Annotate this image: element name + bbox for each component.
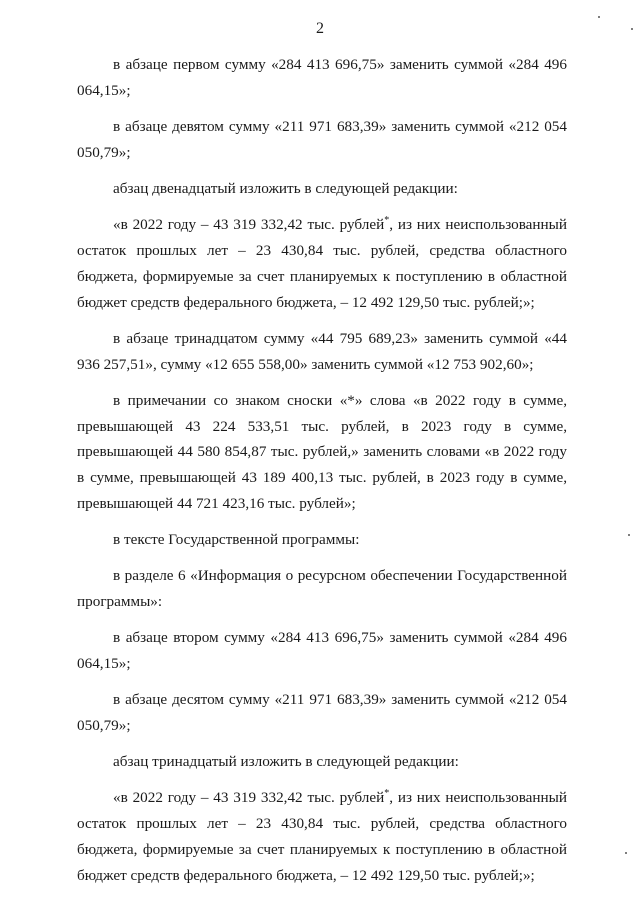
paragraph-8: в разделе 6 «Информация о ресурсном обеспечении Государственной программы»:	[77, 567, 567, 611]
page-number: 2	[316, 20, 324, 37]
paragraph-9: в абзаце втором сумму «284 413 696,75» заменить суммой «284 496 064,15»;	[77, 629, 567, 673]
scan-speck	[598, 16, 600, 18]
scan-speck	[631, 28, 633, 30]
paragraph-10: в абзаце десятом сумму «211 971 683,39» заменить суммой «212 054 050,79»;	[77, 691, 567, 735]
footnote-mark: *	[384, 788, 390, 800]
scan-speck	[628, 534, 630, 536]
paragraph-1: в абзаце первом сумму «284 413 696,75» заменить суммой «284 496 064,15»;	[77, 56, 567, 99]
footnote-mark: *	[384, 215, 390, 227]
paragraph-7: в тексте Государственной программы:	[113, 531, 360, 549]
paragraph-12: «в 2022 году – 43 319 332,42 тыс. рублей*, из них неиспользованный остаток прошлых лет – 23 430,84 тыс. рублей, средства областного бюджета, формируемые за счет планируемых к поступлению в областной бюджет средств федерального бюджета, – 12 492 129,50 тыс. рублей;»;	[77, 788, 567, 884]
paragraph-4: «в 2022 году – 43 319 332,42 тыс. рублей*, из них неиспользованный остаток прошлых лет – 23 430,84 тыс. рублей, средства областного бюджета, формируемые за счет планируемых к поступлению в областной бюджет средств федерального бюджета, – 12 492 129,50 тыс. рублей;»;	[77, 215, 567, 311]
paragraph-6: в примечании со знаком сноски «*» слова «в 2022 году в сумме, превышающей 43 224 533,51 тыс. рублей, в 2023 году в сумме, превышающей 44 580 854,87 тыс. рублей,» заменить словами «в 2022 году в сумме, превышающей 43 189 400,13 тыс. рублей, в 2023 году в сумме, превышающей 44 721 423,16 тыс. рублей»;	[77, 391, 567, 512]
paragraph-5: в абзаце тринадцатом сумму «44 795 689,23» заменить суммой «44 936 257,51», сумму «12 655 558,00» заменить суммой «12 753 902,60»;	[77, 329, 567, 373]
paragraph-11: абзац тринадцатый изложить в следующей редакции:	[113, 753, 459, 771]
document-body	[77, 52, 567, 899]
scan-speck	[625, 852, 627, 854]
paragraph-3: абзац двенадцатый изложить в следующей редакции:	[113, 179, 458, 197]
paragraph-2: в абзаце девятом сумму «211 971 683,39» заменить суммой «212 054 050,79»;	[77, 117, 567, 161]
